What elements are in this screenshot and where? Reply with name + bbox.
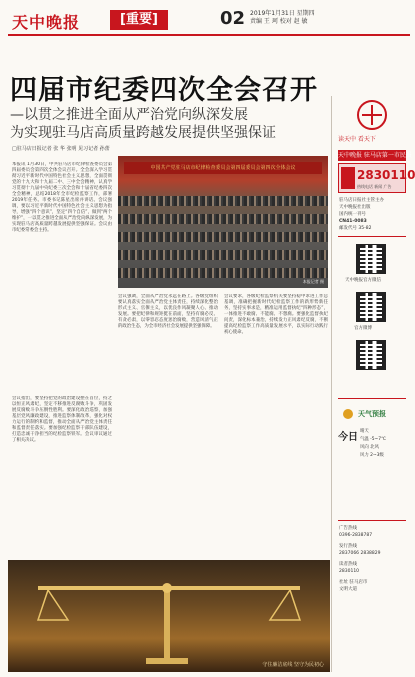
photo-row — [118, 196, 328, 206]
hotline-caption: 热线电话 新闻 广告 — [357, 184, 392, 189]
header-rule — [8, 34, 410, 36]
section-tag: [重要] — [110, 10, 168, 30]
photo-banner: 中国共产党驻马店市纪律检查委员会第四届委员会第四次全体会议 — [124, 162, 322, 174]
footer-line: 发行热线 — [339, 544, 357, 549]
photo-credit: 本报记者 摄 — [302, 279, 324, 284]
photo-row — [118, 232, 328, 242]
qr-label: 天中晚报官方微信 — [345, 278, 381, 283]
sidebar-info-line: CN41-0083 — [339, 219, 367, 224]
sidebar-rule — [338, 520, 406, 521]
article-subtitle-1: —以贯之推进全面从严治党向纵深发展 — [10, 107, 248, 123]
photo-row — [118, 250, 328, 260]
sidebar-logo-icon — [338, 98, 406, 136]
meeting-photo — [118, 156, 328, 288]
sidebar-slogan: 读天中 看天下 — [338, 136, 376, 143]
article-column-3: 会议强调，全面从严治党永远在路上。各级党组织要认真落实全面从严治党主体责任，持续深化整治形式主义、官僚主义，以优良作风凝聚人心、推动发展。要把纪律和规矩挺在前面，坚持有腐必反、有贪必肃，以零容忍态度惩治腐败，营造风清气正的政治生态，为全市经济社会发展提供坚强保障。 — [118, 294, 218, 329]
balance-scale-illustration — [8, 560, 330, 672]
photo-row — [118, 268, 328, 278]
qr-code-icon[interactable] — [356, 244, 386, 274]
hotline-ad — [338, 163, 415, 193]
hotline-ad-accent — [341, 167, 355, 189]
sidebar-info-line: 驻马店日报社主管主办 — [339, 198, 384, 203]
weather-wind: 风向 北风 — [360, 445, 379, 450]
article-column-1: 本报讯 1月30日，中共驻马店市纪律检查委员会第四届委员会第四次全体会议召开。全会深入学习贯彻习近平新时代中国特色社会主义思想，全面贯彻党的十九大和十九届二中、三中全会精神，认真学习贯彻十九届中央纪委三次全会和十届省纪委四次全会精神，总结2018年全市纪检监察工作，部署2019年任务。市委书记陈星出席并讲话。会议强调，要以习近平新时代中国特色社会主义思想为指导，增强“四个意识”，坚定“四个自信”，做到“两个维护”，一以贯之推进全面从严治党向纵深发展，为实现驻马店高质量跨越发展提供坚强保证。会议由市纪委常委会主持。 — [12, 162, 112, 233]
weather-day: 今日 — [338, 432, 358, 443]
sidebar-info-line: 国内统一刊号 — [339, 212, 366, 217]
sun-icon — [340, 406, 356, 422]
issue-date-line: 2019年1月31日 星期四 — [250, 10, 315, 17]
footer-line: 文明大道 — [339, 587, 357, 592]
footer-line: 社址 驻马店市 — [339, 580, 368, 585]
page-number: 02 — [220, 8, 246, 29]
scale-icon — [8, 560, 330, 672]
sidebar-banner: 天中晚报 驻马店第一市民报 — [338, 152, 412, 159]
editor-line: 责编 王 珂 校对 赵 敏 — [250, 18, 308, 25]
weather-type: 晴天 — [360, 429, 369, 434]
article-byline: □驻马店日报记者 张 华 张明 见习记者 孙蕾 — [12, 146, 110, 152]
qr-code-icon[interactable] — [356, 292, 386, 322]
footer-line: 读者热线 — [339, 562, 357, 567]
footer-line: 广告热线 — [339, 526, 357, 531]
column-divider — [331, 96, 332, 672]
qr-code-icon[interactable] — [356, 340, 386, 370]
article-subtitle-2: 为实现驻马店高质量跨越发展提供坚强保证 — [10, 125, 276, 141]
masthead-logo: 天中晚报 — [12, 13, 81, 32]
weather-title: 天气预报 — [358, 410, 386, 418]
footer-line: 2830110 — [339, 569, 360, 574]
illustration-caption: 守住廉洁底线 坚守为民初心 — [262, 662, 324, 668]
sidebar-rule — [338, 398, 406, 399]
weather-level: 风力 2~3级 — [360, 453, 384, 458]
qr-label: 官方微博 — [354, 326, 372, 331]
sidebar-info-line: 邮发代号 35-82 — [339, 226, 372, 231]
sidebar-info-line: 天中晚报社出版 — [339, 205, 371, 210]
weather-temp: 气温 -5~7℃ — [360, 437, 386, 442]
photo-row — [118, 214, 328, 224]
issue-date — [250, 10, 315, 26]
footer-line: 2837066 2838829 — [339, 551, 381, 556]
article-column-4: 会议要求，各级纪检监察机关要坚持稳中求进工作总基调，准确把握新时代纪检监察工作的新形势新任务，坚持实事求是，精准运用监督执纪“四种形态”，一体推进不敢腐、不能腐、不想腐。要强化监督执纪问责，深化标本兼治，持续发力正风肃纪反腐，不断提高纪检监察工作高质量发展水平，以实际行动践行初心使命。 — [224, 294, 328, 335]
sidebar-rule — [338, 236, 406, 237]
hotline-number: 2830110 — [357, 168, 415, 182]
weather-header — [340, 404, 406, 424]
sidebar-logo — [338, 98, 406, 136]
weather-box — [338, 426, 406, 468]
article-headline: 四届市纪委四次全会召开 — [10, 75, 318, 106]
article-column-2: 会议指出，要坚持把党的政治建设摆在首位，持之以恒正风肃纪，坚定不移推进反腐败斗争，巩固发展反腐败斗争压倒性胜利。要深化政治巡察，加强基层党风廉政建设，推进监察体制改革，强化对权力运行的制约和监督，推动全面从严治党主体责任和监督责任落实。要加强纪检监察干部队伍建设，打造忠诚干净担当的纪检监察铁军。会议审议通过了相关决议。 — [12, 396, 112, 443]
footer-line: 0396-2838787 — [339, 533, 373, 538]
